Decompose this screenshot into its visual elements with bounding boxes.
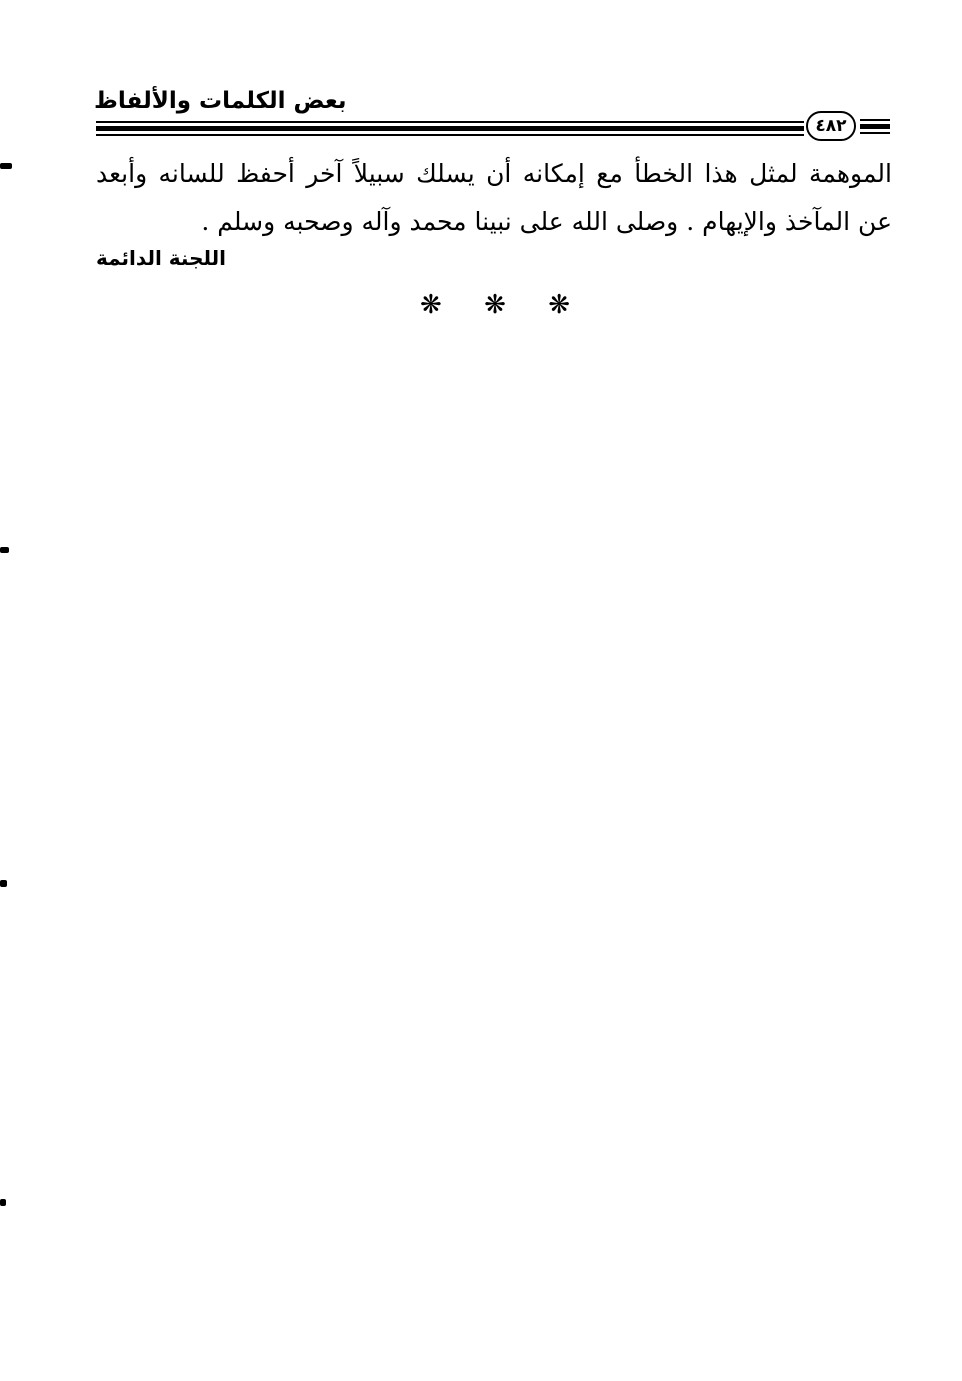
header-rule-thick — [96, 126, 804, 131]
body-paragraph: الموهمة لمثل هذا الخطأ مع إمكانه أن يسلك سبيلاً آخر أحفظ للسانه وأبعد عن المآخذ والإيهام . وصلى الله على نبينا محمد وآله وصحبه وسلم . — [96, 159, 892, 236]
running-header-title: بعض الكلمات والألفاظ — [94, 88, 347, 114]
header-rule-bottom — [96, 134, 804, 136]
section-separator — [420, 290, 570, 320]
separator-star-icon: ❋ — [484, 290, 506, 320]
separator-star-icon: ❋ — [420, 290, 442, 320]
scan-edge-mark — [0, 163, 12, 169]
page-number: ٤٨٢ — [815, 115, 847, 136]
scan-edge-mark — [0, 547, 9, 553]
signature-committee: اللجنة الدائمة — [96, 246, 227, 270]
scan-edge-mark — [0, 880, 7, 887]
separator-star-icon: ❋ — [548, 290, 570, 320]
header-ornament-bars — [860, 119, 890, 137]
scan-edge-mark — [0, 1199, 6, 1206]
page-number-badge — [806, 111, 856, 141]
header-rule-top — [96, 121, 804, 123]
